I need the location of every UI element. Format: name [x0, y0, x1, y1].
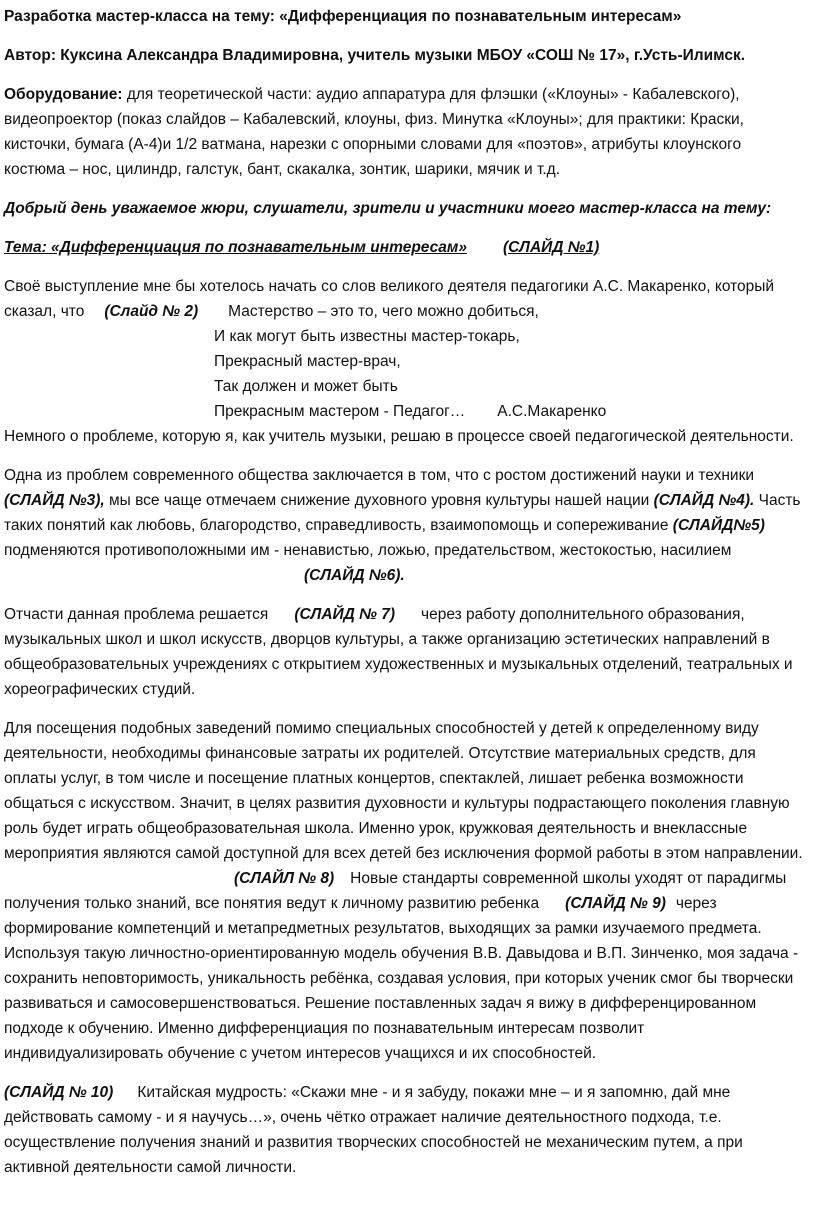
para3-text-1: Для посещения подобных заведений помимо специальных способностей у детей к определенному виду деятельности, необходимы финансовые затраты их родителей. Отсутствие материальных средств, для оплаты услуг, в том числе и посещение платных концертов, спектаклей, лишает ребенка возможности общаться с искусством. Значит, в целях развития духовности и культуры подрастающего поколения главную роль будет играть общеобразовательная школа. Именно урок, кружковая деятельность и внеклассные мероприятия являются самой доступной для всех детей без исключения формой работы в этом направлении.	[4, 720, 803, 862]
para3-text-3: через формирование компетенций и метапредметных результатов, выходящих за рамки изучаемого предмета. Используя такую личностно-ориентированную модель обучения В.В. Давыдова и В.П. Зинченко, моя задача - сохранить неповторимость, уникальность ребёнка, создавая условия, при которых ученик смог бы творчески развиваться и самосовершенствоваться. Решение поставленных задач я вижу в дифференцированном подходе к обучению. Именно дифференциация по познавательным интересам позволит индивидуализировать обучение с учетом интересов учащихся и их способностей.	[4, 895, 799, 1062]
paragraph-2	[4, 602, 806, 702]
slide-5-label: (СЛАЙД№5)	[672, 517, 765, 534]
theme-text: Тема: «Дифференциация по познавательным интересам»	[4, 239, 467, 256]
author-text: Автор: Куксина Александра Владимировна, учитель музыки МБОУ «СОШ № 17», г.Усть-Илимск.	[4, 47, 746, 64]
slide-10-label: (СЛАЙД № 10)	[4, 1084, 114, 1101]
quote-line-4: Так должен и может быть	[214, 378, 398, 395]
para4-text-1: Китайская мудрость: «Скажи мне - и я забуду, покажи мне – и я запомню, дай мне действовать самому - и я научусь…», очень чётко отражает наличие деятельностного подхода, т.е. осуществление получения знаний и развития творческих способностей не механическим путем, а при активной деятельности самой личности.	[4, 1084, 743, 1176]
slide-2-label: (Слайд № 2)	[104, 303, 199, 320]
paragraph-1	[4, 463, 806, 588]
theme-line	[4, 235, 806, 260]
intro-quote-block	[4, 299, 806, 424]
intro-line-1: Своё выступление мне бы хотелось начать со слов великого деятеля педагогики А.С. Макаренко, который	[4, 278, 775, 295]
quote-author: А.С.Макаренко	[497, 403, 607, 420]
intro-after: Немного о проблеме, которую я, как учитель музыки, решаю в процессе своей педагогической деятельности.	[4, 428, 794, 445]
quote-line-1: Мастерство – это то, чего можно добиться,	[228, 303, 539, 320]
slide-3-label: (СЛАЙД №3),	[4, 492, 105, 509]
greeting-line	[4, 196, 806, 221]
para1-text-4: подменяются противоположными им - ненавистью, ложью, предательством, жестокостью, насилием	[4, 542, 732, 559]
slide-4-label: (СЛАЙД №4).	[653, 492, 755, 509]
paragraph-3	[4, 716, 806, 1066]
paragraph-4	[4, 1080, 806, 1180]
para2-text-1: Отчасти данная проблема решается	[4, 606, 269, 623]
equipment-label: Оборудование:	[4, 86, 123, 103]
slide-7-label: (СЛАЙД № 7)	[294, 606, 396, 623]
slide-9-label: (СЛАЙД № 9)	[565, 895, 666, 912]
greeting-text: Добрый день уважаемое жюри, слушатели, зрители и участники моего мастер-класса на тему:	[4, 200, 772, 217]
intro-line-2-start: сказал, что	[4, 303, 85, 320]
slide-8-label: (СЛАЙЛ № 8)	[234, 870, 335, 887]
quote-line-2: И как могут быть известны мастер-токарь,	[214, 328, 520, 345]
author-line	[4, 43, 806, 68]
quote-line-3: Прекрасный мастер-врач,	[214, 353, 401, 370]
title-text: Разработка мастер-класса на тему: «Дифференциация по познавательным интересам»	[4, 8, 682, 25]
document-title	[4, 4, 806, 29]
slide-6-label: (СЛАЙД №6).	[304, 567, 405, 584]
quote-line-5	[214, 399, 806, 424]
para1-text-1: Одна из проблем современного общества заключается в том, что с ростом достижений науки и техники	[4, 467, 755, 484]
para1-text-2: мы все чаще отмечаем снижение духовного уровня культуры нашей нации	[104, 492, 654, 509]
equipment-text: для теоретической части: аудио аппаратура для флэшки («Клоуны» - Кабалевского), видеопроектор (показ слайдов – Кабалевский, клоуны, физ. Минутка «Клоуны»; для практики: Краски, кисточки, бумага (А-4)и 1/2 ватмана, нарезки с опорными словами для «поэтов», атрибуты клоунского костюма – нос, цилиндр, галстук, бант, скакалка, зонтик, шарики, мячик и т.д.	[4, 86, 744, 178]
theme-slide: (СЛАЙД №1)	[502, 239, 600, 256]
quote-line-5-text: Прекрасным мастером - Педагог…	[214, 403, 466, 420]
para3-text-2: Новые стандарты современной школы уходят от парадигмы получения только знаний, все понятия ведут к личному развитию ребенка	[4, 870, 787, 912]
para2-text-2: через работу дополнительного образования, музыкальных школ и школ искусств, дворцов культуры, а также организацию эстетических направлений в общеобразовательных учреждениях с открытием художественных и музыкальных отделений, театральных и хореографических студий.	[4, 606, 793, 698]
para1-text-3: Часть таких понятий как любовь, благородство, справедливость, взаимопомощь и сопереживание	[4, 492, 801, 534]
equipment-paragraph	[4, 82, 806, 182]
